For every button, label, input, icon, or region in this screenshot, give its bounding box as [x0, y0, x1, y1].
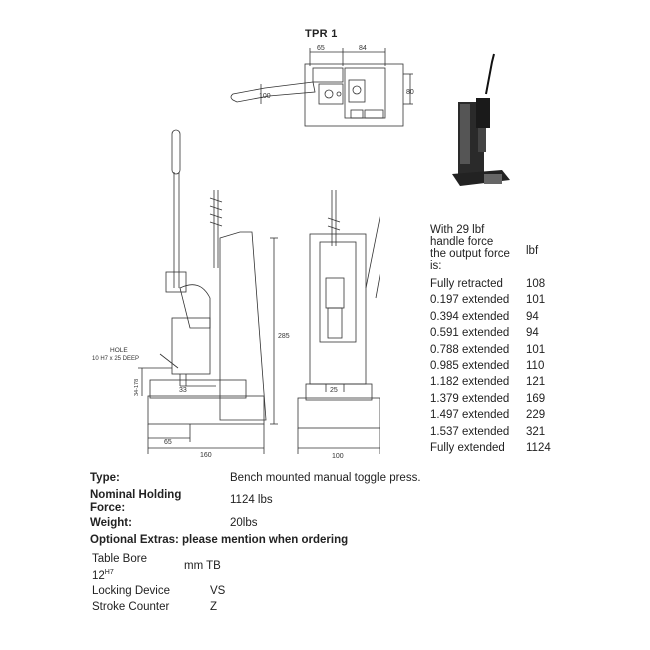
row-label: 1.497 extended: [430, 409, 510, 422]
dim-label: 100: [332, 453, 344, 460]
nominal-force-value: 1124 lbs: [230, 494, 273, 506]
product-title: TPR 1: [305, 28, 338, 40]
dim-label: 80: [406, 89, 414, 96]
row-value: 94: [526, 310, 539, 323]
dim-label: 33: [179, 387, 187, 394]
row-value: 94: [526, 327, 539, 340]
extra-name: Stroke Counter: [92, 601, 170, 613]
row-value: 121: [526, 376, 546, 389]
side-view-drawing: [80, 128, 380, 463]
extra-code: VS: [210, 585, 226, 597]
force-table: [430, 278, 551, 458]
nominal-force-label-line: Force:: [90, 502, 126, 514]
dim-label: 160: [200, 452, 212, 459]
extra-item-table-bore: [92, 553, 147, 583]
nominal-force-label: [90, 489, 181, 515]
force-header-line: the output force: [430, 248, 510, 260]
row-value: 169: [526, 392, 546, 405]
top-view-drawing: [225, 40, 420, 135]
row-label: 1.182 extended: [430, 376, 510, 389]
table-row: [430, 393, 551, 409]
row-value: 108: [526, 278, 546, 290]
extras-heading: Optional Extras: please mention when ordering: [90, 534, 349, 546]
row-label: 0.591 extended: [430, 327, 510, 340]
force-table-header: [430, 224, 560, 272]
table-row: [430, 409, 551, 425]
dim-label: 34-178: [134, 378, 140, 396]
table-row: [430, 360, 551, 376]
dim-label: 100: [259, 93, 271, 100]
hole-spec: 10 H7 x 25 DEEP: [92, 356, 140, 362]
dim-label: 285: [278, 333, 290, 340]
weight-label: Weight:: [90, 517, 132, 529]
row-label: 1.379 extended: [430, 392, 510, 405]
table-row: [430, 344, 551, 360]
row-label: 1.537 extended: [430, 425, 510, 438]
row-value: 1124: [526, 441, 551, 454]
extra-code: mm TB: [184, 560, 221, 572]
row-value: 101: [526, 343, 546, 356]
row-value: 321: [526, 425, 546, 438]
extra-size: 12: [92, 569, 105, 582]
extra-name-size: [92, 566, 147, 583]
row-label: 0.985 extended: [430, 359, 510, 372]
dim-label: 25: [330, 387, 338, 394]
table-row: [430, 376, 551, 392]
table-row: [430, 327, 551, 343]
force-header-line: With 29 lbf: [430, 224, 485, 236]
dim-label: 65: [164, 439, 172, 446]
hole-label: HOLE: [110, 347, 128, 354]
dim-label: 84: [359, 45, 367, 52]
force-unit: lbf: [526, 245, 539, 257]
extra-size-sup: H7: [104, 569, 114, 576]
row-value: 229: [526, 409, 546, 422]
type-label: Type:: [90, 472, 120, 484]
table-row: [430, 294, 551, 310]
row-label: Fully extended: [430, 441, 505, 454]
nominal-force-label-line: Nominal Holding: [90, 489, 182, 501]
table-row: [430, 442, 551, 458]
table-row: [430, 426, 551, 442]
force-header-line: is:: [430, 260, 442, 272]
extra-code: Z: [210, 601, 218, 613]
dim-label: 65: [317, 45, 325, 52]
product-photo: [446, 52, 516, 192]
row-label: 0.197 extended: [430, 294, 510, 307]
row-value: 101: [526, 294, 546, 307]
extra-name: Locking Device: [92, 585, 170, 597]
row-label: Fully retracted: [430, 278, 503, 290]
row-label: 0.788 extended: [430, 343, 510, 356]
table-row: [430, 278, 551, 294]
force-header-line: handle force: [430, 236, 494, 248]
row-value: 110: [526, 359, 545, 372]
extra-name: Table Bore: [92, 553, 147, 565]
type-value: Bench mounted manual toggle press.: [230, 472, 421, 484]
table-row: [430, 311, 551, 327]
weight-value: 20lbs: [230, 517, 258, 529]
row-label: 0.394 extended: [430, 310, 510, 323]
